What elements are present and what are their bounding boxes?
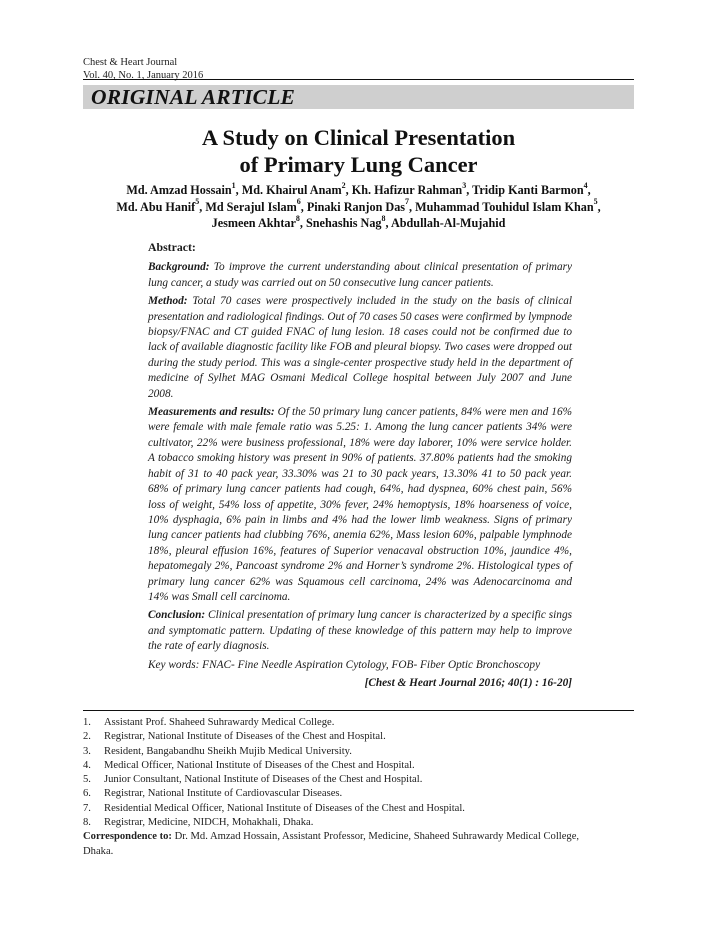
author-name: Md Serajul Islam	[205, 199, 297, 214]
keywords: Key words: FNAC- Fine Needle Aspiration Cytology, FOB- Fiber Optic Bronchoscopy	[148, 658, 541, 671]
author-affiliation: 3	[462, 180, 467, 190]
author-separator: ,	[409, 199, 416, 214]
results-text: Of the 50 primary lung cancer patients, 84% were men and 16% were female with male female ratio was 5.25: 1. Among the lung cancer patients 34% were cultivator, 22% were business professional, 18% were day laborer, 10% were service holder. A tobacco smoking history was present in 90% of patients. 37.80% patients had the smoking habit of 31 to 40 pack year, 33.30% was 21 to 30 pack years, 13.30% 41 to 50 pack year. 68% of primary lung cancer patients had cough, 64%, had dyspnea, 60% chest pain, 56% loss of weight, 54% loss of appetite, 30% fever, 24% hemoptysis, 18% hoarseness of voice, 10% dysphagia, 6% pain in limbs and 4% had the lower limb weakness. Signs of primary lung cancer patients had clubbing 76%, anemia 62%, Mass lesion 60%, palpable lymphnode 18%, pleural effusion 16%, features of Superior venacaval obstruction 10%, jaundice 4%, hepatomegaly 2%, Pancoast syndrome 2% and Horner’s syndrome 2%. Histological types of primary lung cancer 62% was Squamous cell carcinoma, 24% was Adenocarcinoma and 14% was Small cell carcinoma.	[148, 406, 573, 603]
footnote-number: 6.	[83, 788, 91, 800]
correspondence-text: Dr. Md. Amzad Hossain, Assistant Professor, Medicine, Shaheed Suhrawardy Medical College,	[174, 831, 580, 843]
footnote-text: Residential Medical Officer, National Institute of Diseases of the Chest and Hospital.	[104, 802, 465, 814]
author-name: Muhammad Touhidul Islam Khan	[415, 199, 594, 214]
author-name: Jesmeen Akhtar	[211, 216, 296, 230]
abstract-method	[148, 294, 572, 402]
author-separator: ,	[300, 199, 307, 214]
author-affiliation: 8	[295, 213, 300, 223]
journal-name: Chest & Heart Journal	[83, 57, 178, 68]
footnote-item	[83, 745, 643, 759]
results-label: Measurements and results:	[148, 406, 275, 419]
author-affiliation: 1	[231, 180, 236, 190]
correspondence-label: Correspondence to:	[83, 831, 172, 843]
citation: [Chest & Heart Journal 2016; 40(1) : 16-20]	[364, 676, 572, 689]
author-name: Abdullah-Al-Mujahid	[390, 216, 506, 230]
footnote-rule	[83, 710, 634, 711]
author-list	[83, 182, 634, 232]
background-text: To improve the current understanding about clinical presentation of primary lung cancer, a study was carried out on 50 consecutive lung cancer patients.	[148, 261, 573, 289]
author-separator: ,	[345, 183, 352, 197]
author-affiliation: 5	[195, 197, 200, 207]
author-name: Tridip Kanti Barmon	[472, 183, 584, 197]
article-title	[83, 124, 634, 178]
footnote-item	[83, 759, 643, 773]
author-separator: ,	[199, 199, 206, 214]
article-type-bar	[83, 85, 634, 109]
abstract	[148, 240, 572, 691]
footnote-item	[83, 816, 643, 830]
header-rule	[83, 79, 634, 80]
footnote-number: 8.	[83, 817, 91, 829]
author-affiliation: 2	[341, 180, 346, 190]
footnote-item	[83, 787, 643, 801]
author-name: Md. Abu Hanif	[116, 199, 196, 214]
author-line-3	[83, 215, 634, 232]
author-separator: ,	[597, 199, 601, 214]
method-label: Method:	[148, 295, 188, 308]
author-name: Pinaki Ranjon Das	[306, 199, 406, 214]
article-type-label: ORIGINAL ARTICLE	[91, 85, 296, 109]
footnote-text: Junior Consultant, National Institute of Diseases of the Chest and Hospital.	[104, 774, 423, 786]
author-name: Md. Khairul Anam	[241, 183, 342, 197]
footnote-text: Assistant Prof. Shaheed Suhrawardy Medical College.	[104, 717, 335, 728]
footnote-text: Medical Officer, National Institute of Diseases of the Chest and Hospital.	[104, 759, 415, 771]
correspondence	[83, 830, 643, 859]
author-line-1	[83, 182, 634, 199]
author-separator: ,	[385, 216, 391, 230]
author-affiliation: 4	[583, 180, 588, 190]
author-name: Md. Amzad Hossain	[126, 183, 232, 197]
author-separator: ,	[587, 183, 591, 197]
abstract-heading: Abstract:	[148, 240, 196, 254]
footnote-item	[83, 716, 643, 730]
background-label: Background:	[148, 261, 210, 274]
author-name: Snehashis Nag	[305, 216, 382, 230]
footnote-number: 2.	[83, 731, 91, 743]
author-separator: ,	[299, 216, 306, 230]
footnote-number: 7.	[83, 802, 91, 814]
author-affiliation: 6	[296, 197, 301, 207]
author-affiliation: 8	[381, 213, 386, 223]
title-line-2: of Primary Lung Cancer	[239, 152, 478, 177]
author-line-2	[83, 199, 634, 216]
abstract-background	[148, 260, 572, 291]
abstract-results	[148, 405, 572, 605]
conclusion-text: Clinical presentation of primary lung cancer is characterized by a specific sings and symptomatic pattern. Updating of these knowledge of this pattern may help to improve the rate of early diagnosis.	[148, 609, 572, 653]
footnote-text: Resident, Bangabandhu Sheikh Mujib Medical University.	[104, 745, 352, 757]
method-text: Total 70 cases were prospectively included in the study on the basis of clinical presentation and radiological findings. Out of 70 cases 50 cases were confirmed by lympnode biopsy/FNAC and CT guided FNAC of lung lesion. 18 cases could not be confirmed due to lack of available diagnostic facility like FOB and pleural biopsy. Two cases were dropped out during the study period. This was a single-center prospective study held in the department of medicine of Sylhet MAG Osmani Medical College hospital between July 2007 and June 2008.	[148, 295, 572, 400]
footnote-text: Registrar, National Institute of Cardiovascular Diseases.	[104, 788, 343, 800]
author-name: Kh. Hafizur Rahman	[351, 183, 463, 197]
footnote-item	[83, 802, 643, 816]
footnote-text: Registrar, Medicine, NIDCH, Mohakhali, Dhaka.	[104, 817, 314, 829]
footnote-number: 5.	[83, 774, 91, 786]
author-affiliation: 7	[405, 197, 410, 207]
correspondence-text-cont: Dhaka.	[83, 845, 114, 857]
footnote-number: 1.	[83, 717, 91, 728]
footnote-item	[83, 730, 643, 744]
footnotes	[83, 716, 643, 859]
title-line-1: A Study on Clinical Presentation	[201, 125, 516, 150]
author-separator: ,	[466, 183, 473, 197]
footnote-text: Registrar, National Institute of Diseases of the Chest and Hospital.	[104, 731, 386, 743]
abstract-conclusion	[148, 608, 572, 654]
journal-issue: Vol. 40, No. 1, January 2016	[83, 69, 204, 81]
footnote-item	[83, 773, 643, 787]
author-affiliation: 5	[593, 197, 598, 207]
footnote-number: 4.	[83, 759, 91, 771]
footnote-number: 3.	[83, 745, 91, 757]
author-separator: ,	[235, 183, 242, 197]
conclusion-label: Conclusion:	[148, 609, 206, 622]
